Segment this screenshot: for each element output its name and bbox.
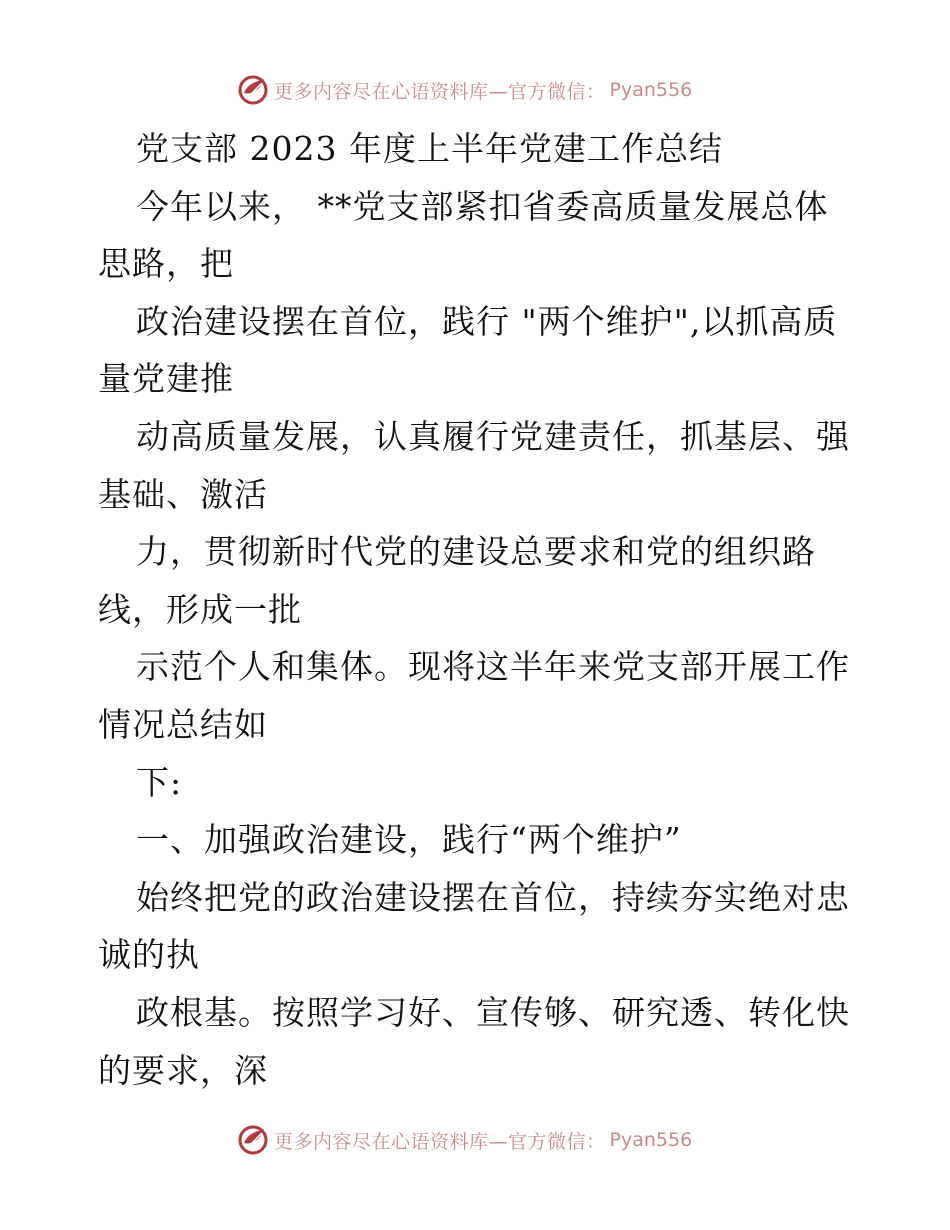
text-line: 今年以来， **党支部紧扣省委高质量发展总体: [136, 186, 829, 226]
footer-watermark: [236, 1122, 692, 1158]
text-line: 政根基。按照学习好、宣传够、研究透、转化快: [136, 992, 850, 1032]
header-watermark: [236, 72, 692, 108]
text-line: 诚的执: [98, 935, 200, 975]
text-line: 下:: [136, 762, 183, 802]
text-line: 动高质量发展，认真履行党建责任，抓基层、强: [136, 416, 850, 456]
text-line: 量党建推: [98, 359, 234, 399]
document-body: [98, 120, 858, 1099]
watermark-text: 更多内容尽在心语资料库—官方微信：: [274, 80, 606, 103]
text-line: 政治建设摆在首位，践行 "两个维护",以抓高质: [136, 301, 838, 341]
text-line: 思路，把: [98, 244, 234, 284]
watermark-wechat-id: Pyan556: [609, 1129, 693, 1151]
text-line: 的要求，深: [98, 1050, 268, 1090]
logo-icon: [236, 73, 270, 107]
text-line: 力，贯彻新时代党的建设总要求和党的组织路: [136, 532, 816, 572]
document-title: 党支部 2023 年度上半年党建工作总结: [136, 129, 723, 168]
text-line: 线，形成一批: [98, 589, 302, 629]
section-heading: 一、加强政治建设，践行“两个维护”: [136, 820, 682, 860]
text-line: 基础、激活: [98, 474, 268, 514]
text-line: 情况总结如: [98, 704, 268, 744]
watermark-wechat-id: Pyan556: [609, 79, 693, 101]
text-line: 示范个人和集体。现将这半年来党支部开展工作: [136, 647, 850, 687]
watermark-text: 更多内容尽在心语资料库—官方微信：: [274, 1130, 606, 1153]
logo-icon: [236, 1123, 270, 1157]
text-line: 始终把党的政治建设摆在首位，持续夯实绝对忠: [136, 877, 850, 917]
